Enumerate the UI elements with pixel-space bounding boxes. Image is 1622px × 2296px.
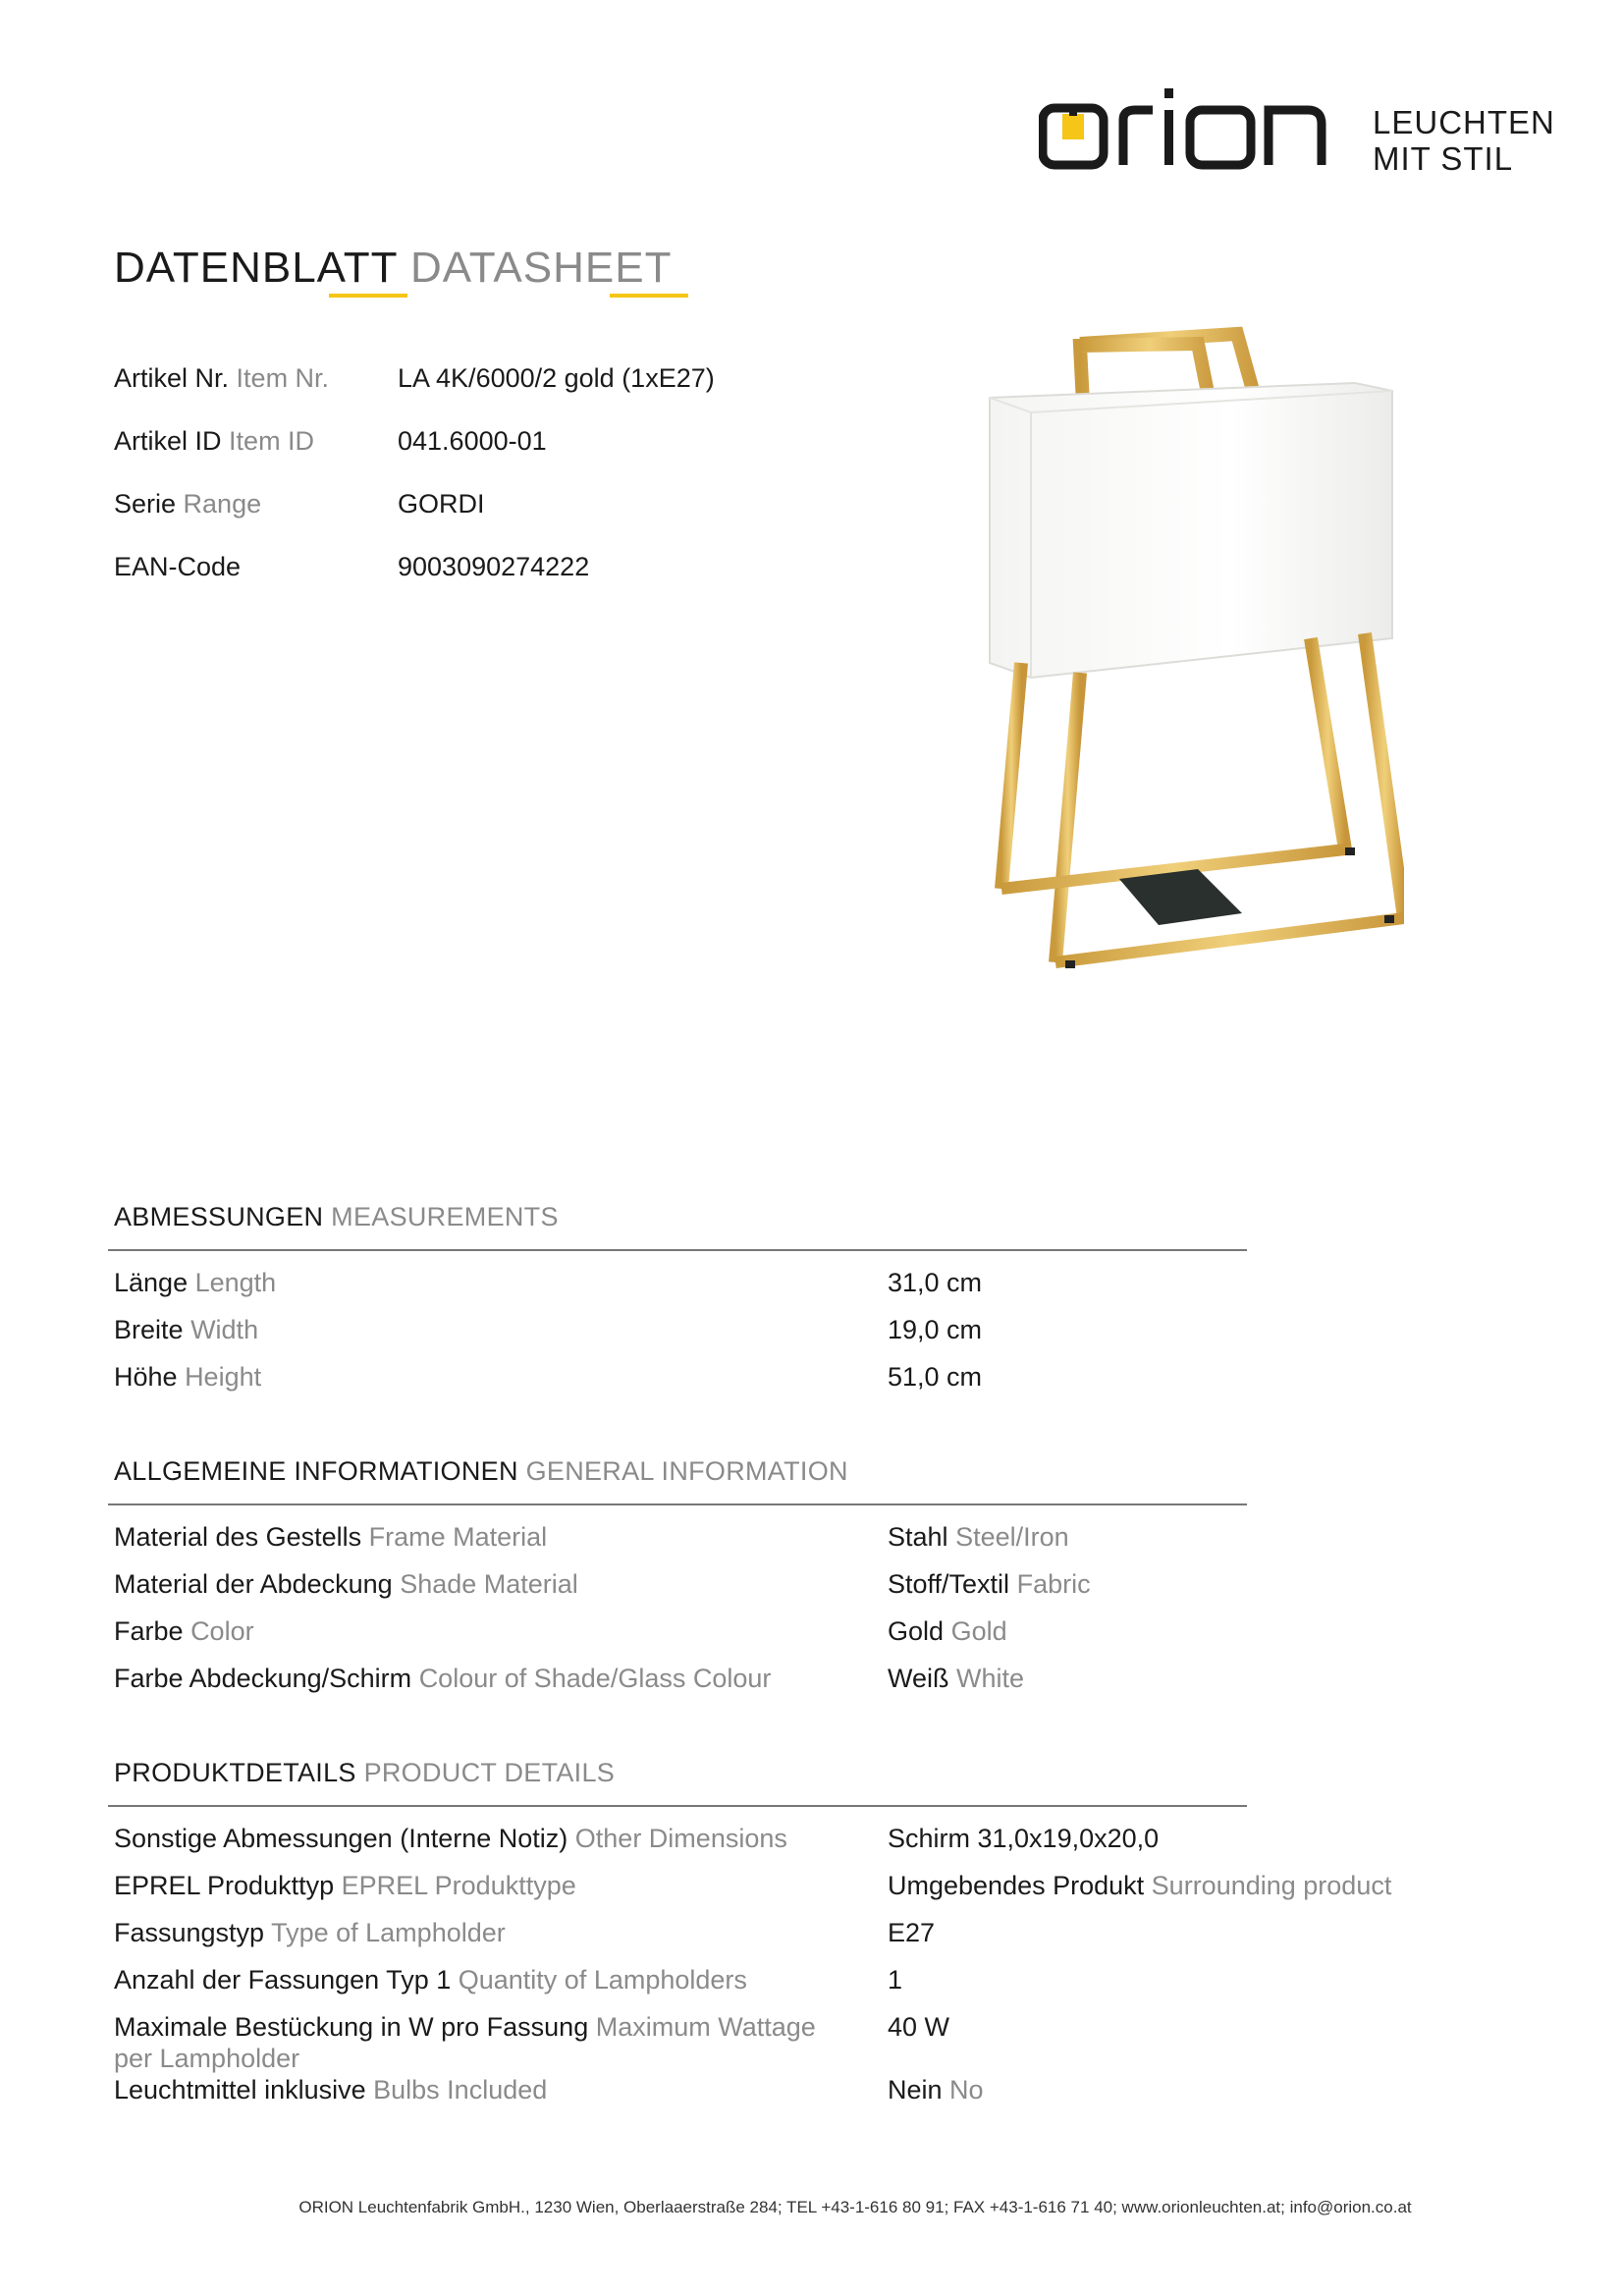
measurement-row-label: Höhe Height — [114, 1362, 262, 1392]
measurement-row-value: 19,0 cm — [888, 1315, 983, 1344]
product-row-value: 40 W — [888, 2012, 950, 2042]
product-row-label: Leuchtmittel inklusive Bulbs Included — [114, 2075, 548, 2105]
info-value-range: GORDI — [398, 489, 485, 519]
section-heading-measurements: ABMESSUNGEN MEASUREMENTS — [114, 1202, 559, 1231]
info-label-item-id: Artikel ID Item ID — [114, 426, 315, 456]
info-value-item-id: 041.6000-01 — [398, 426, 547, 456]
product-row-value: 1 — [888, 1965, 903, 1995]
title-en: DATASHEET — [409, 244, 673, 292]
measurement-row-value: 31,0 cm — [888, 1268, 983, 1297]
general-row-label: Farbe Abdeckung/Schirm Colour of Shade/Glass Colour — [114, 1664, 772, 1693]
info-value-item-nr: LA 4K/6000/2 gold (1xE27) — [398, 363, 715, 393]
general-row-label: Farbe Color — [114, 1616, 254, 1646]
title-accent-underline — [329, 294, 407, 298]
general-row-value: Gold Gold — [888, 1616, 1007, 1646]
product-row-label: Maximale Bestückung in W pro Fassung Maximum Wattage per Lampholder — [114, 2012, 816, 2073]
brand-logo — [1039, 84, 1569, 183]
page-title — [114, 244, 672, 293]
product-row-label: Sonstige Abmessungen (Interne Notiz) Other Dimensions — [114, 1824, 787, 1853]
title-accent-underline — [610, 294, 688, 298]
section-heading-product: PRODUKTDETAILS PRODUCT DETAILS — [114, 1758, 616, 1787]
section-divider — [108, 1805, 1247, 1807]
general-row-label: Material des Gestells Frame Material — [114, 1522, 548, 1552]
info-label-ean: EAN-Code — [114, 552, 242, 581]
info-value-ean: 9003090274222 — [398, 552, 590, 581]
product-row-value: Schirm 31,0x19,0x20,0 — [888, 1824, 1160, 1853]
general-row-label: Material der Abdeckung Shade Material — [114, 1569, 578, 1599]
measurement-row-label: Breite Width — [114, 1315, 259, 1344]
general-row-value: Stahl Steel/Iron — [888, 1522, 1069, 1552]
product-row-label: Fassungstyp Type of Lampholder — [114, 1918, 506, 1947]
product-row-value: E27 — [888, 1918, 936, 1947]
tagline-line1: LEUCHTEN — [1373, 104, 1555, 140]
general-row-value: Weiß White — [888, 1664, 1025, 1693]
product-row-label: EPREL Produkttyp EPREL Produkttype — [114, 1871, 576, 1900]
measurement-row-label: Länge Length — [114, 1268, 277, 1297]
orion-wordmark — [1039, 84, 1353, 183]
product-row-value: Umgebendes Produkt Surrounding product — [888, 1871, 1392, 1900]
product-row-label: Anzahl der Fassungen Typ 1 Quantity of Lampholders — [114, 1965, 747, 1995]
section-heading-general: ALLGEMEINE INFORMATIONEN GENERAL INFORMATION — [114, 1456, 848, 1486]
title-de: DATENBLATT — [114, 244, 398, 292]
footer-contact: ORION Leuchtenfabrik GmbH., 1230 Wien, Oberlaaerstraße 284; TEL +43-1-616 80 91; FAX +43-1-616 71 40; www.orionleuchten.at; info@orion.co.at — [298, 2198, 1412, 2216]
tagline-line2: MIT STIL — [1373, 140, 1514, 177]
info-label-item-nr: Artikel Nr. Item Nr. — [114, 363, 330, 393]
section-divider — [108, 1503, 1247, 1505]
product-image — [972, 324, 1404, 992]
general-row-value: Stoff/Textil Fabric — [888, 1569, 1091, 1599]
product-row-value: Nein No — [888, 2075, 984, 2105]
info-label-range: Serie Range — [114, 489, 262, 519]
measurement-row-value: 51,0 cm — [888, 1362, 983, 1392]
brand-tagline — [1373, 104, 1555, 177]
section-divider — [108, 1249, 1247, 1251]
